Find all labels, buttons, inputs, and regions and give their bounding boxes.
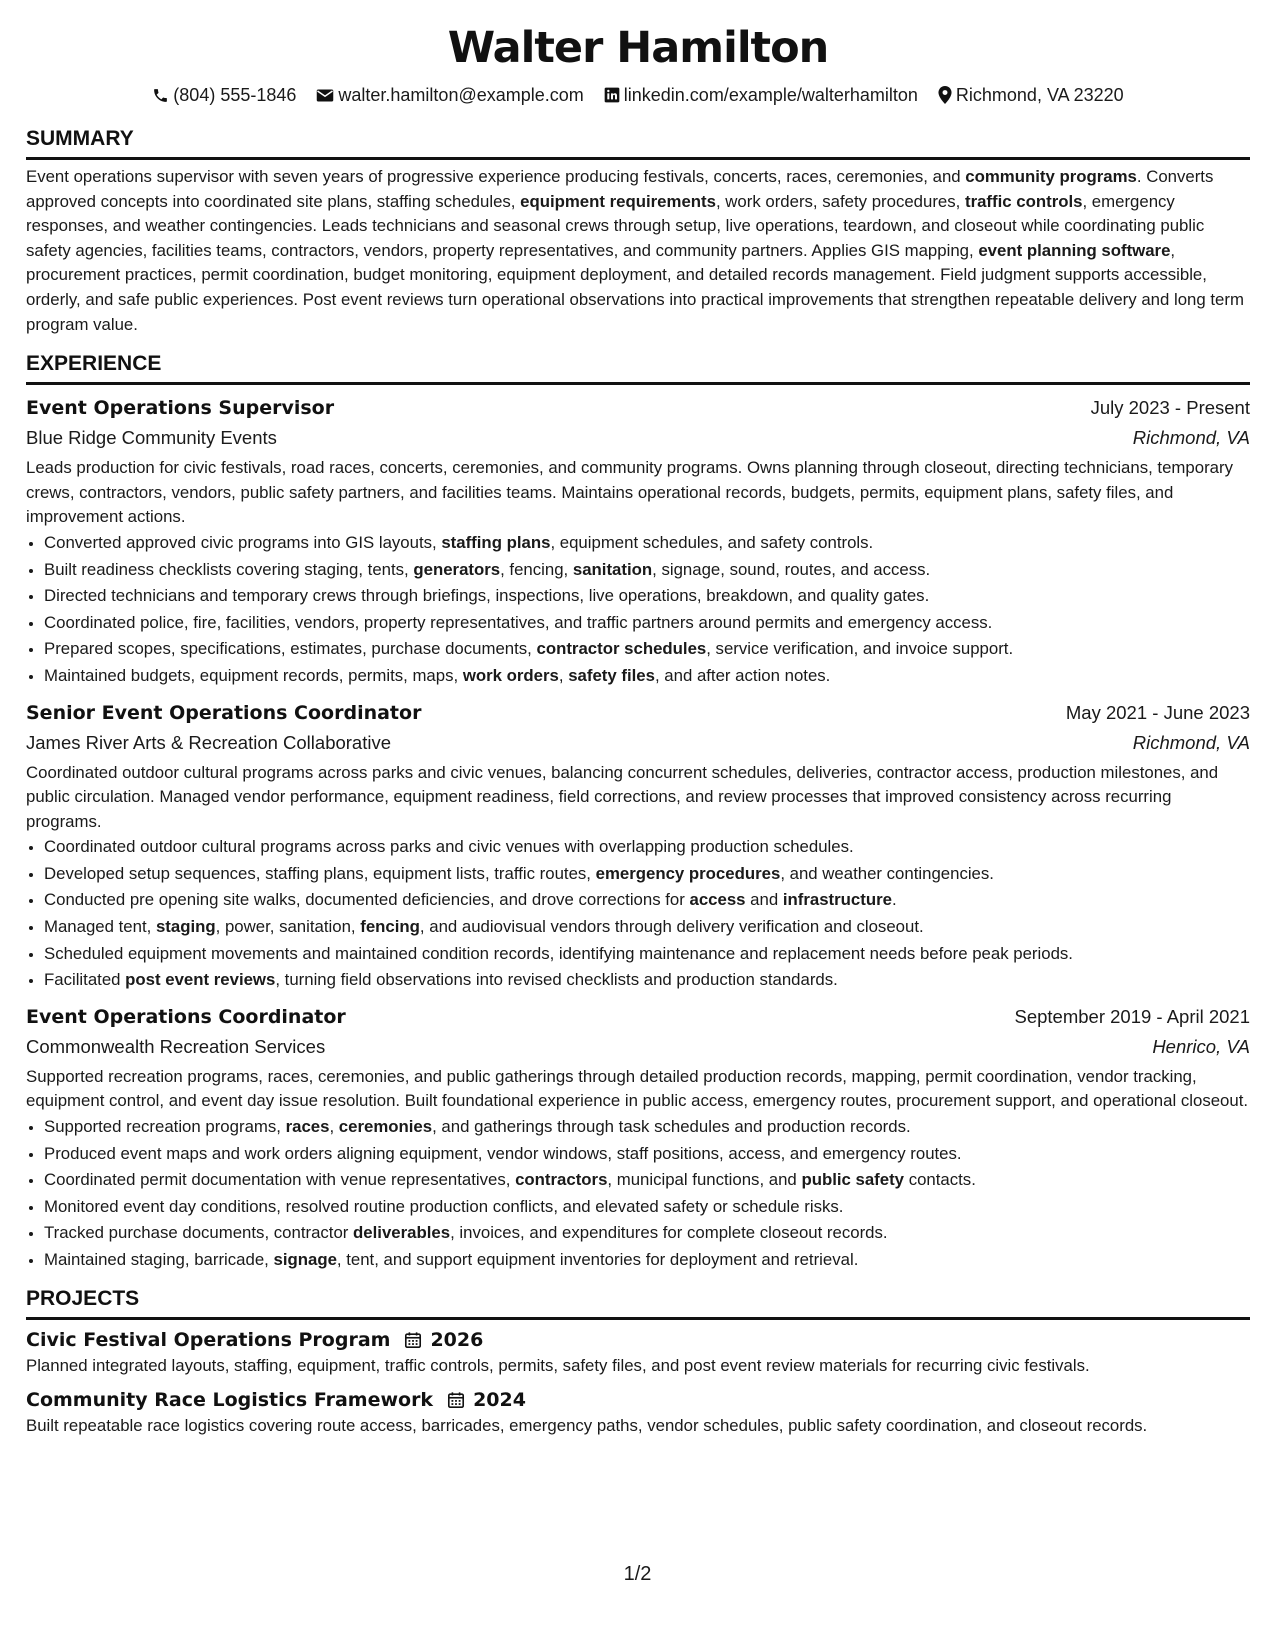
job-bullet: • Facilitated post event reviews, turning field observations into revised checklists and production standards. <box>44 967 1250 994</box>
calendar-icon <box>404 1331 422 1349</box>
job-header-row <box>26 698 1250 728</box>
job-list <box>26 393 1250 1273</box>
page-number: 1/2 <box>623 1563 652 1585</box>
job-bullet: • Maintained staging, barricade, signage, tent, and support equipment inventories for deployment and retrieval. <box>44 1247 1250 1274</box>
project-description: Built repeatable race logistics covering route access, barricades, emergency paths, vendor schedules, public safety coordination, and closeout records. <box>26 1416 1148 1436</box>
job-title: Event Operations Coordinator <box>26 1005 346 1028</box>
job-header-row <box>26 1002 1250 1032</box>
linkedin-text: linkedin.com/example/walterhamilton <box>623 84 918 105</box>
project-year: 2024 <box>473 1389 526 1412</box>
job-bullet: • Coordinated police, fire, facilities, vendors, property representatives, and traffic partners around permits and emergency access. <box>44 610 1250 637</box>
job-header-row <box>26 393 1250 423</box>
job-bullet: • Directed technicians and temporary crews through briefings, inspections, live operations, breakdown, and quality gates. <box>44 583 1250 610</box>
job-company: Blue Ridge Community Events <box>26 427 277 449</box>
experience-section <box>26 351 1250 1273</box>
job-entry <box>26 1002 1250 1274</box>
job-bullet: • Prepared scopes, specifications, estimates, purchase documents, contractor schedules, service verification, and invoice support. <box>44 636 1250 663</box>
job-dates: July 2023 - Present <box>1090 397 1250 419</box>
job-bullet: • Maintained budgets, equipment records, permits, maps, work orders, safety files, and after action notes. <box>44 663 1250 690</box>
job-bullet: • Supported recreation programs, races, ceremonies, and gatherings through task schedules and production records. <box>44 1114 1250 1141</box>
project-header <box>26 1386 1250 1414</box>
job-bullet-list <box>26 530 1250 690</box>
job-entry <box>26 698 1250 994</box>
experience-heading: EXPERIENCE <box>26 351 1250 385</box>
job-bullet-list <box>26 1114 1250 1274</box>
job-description: Coordinated outdoor cultural programs across parks and civic venues, balancing concurrent schedules, deliveries, contractor access, production milestones, and public circulation. Managed vendor performance, equipment readiness, field corrections, and review processes that improved consistency across recurring programs. <box>26 762 1219 831</box>
job-bullet: • Scheduled equipment movements and maintained condition records, identifying maintenance and replacement needs before peak periods. <box>44 941 1250 968</box>
job-location: Richmond, VA <box>1132 427 1250 449</box>
contact-email[interactable] <box>316 85 583 106</box>
job-bullet: • Developed setup sequences, staffing plans, equipment lists, traffic routes, emergency procedures, and weather contingencies. <box>44 861 1250 888</box>
job-bullet: • Tracked purchase documents, contractor deliverables, invoices, and expenditures for complete closeout records. <box>44 1220 1250 1247</box>
map-pin-icon <box>938 86 952 104</box>
job-dates: September 2019 - April 2021 <box>1014 1005 1250 1027</box>
email-text: walter.hamilton@example.com <box>338 84 584 105</box>
contact-bar <box>26 82 1250 108</box>
job-entry <box>26 393 1250 689</box>
candidate-name: Walter Hamilton <box>447 23 829 73</box>
calendar-icon <box>447 1391 465 1409</box>
envelope-icon <box>316 88 334 103</box>
job-bullet: • Coordinated outdoor cultural programs across parks and civic venues with overlapping production schedules. <box>44 834 1250 861</box>
job-company-row <box>26 728 1250 758</box>
contact-phone[interactable] <box>152 85 296 106</box>
job-title: Event Operations Supervisor <box>26 397 335 420</box>
project-description: Planned integrated layouts, staffing, equipment, traffic controls, permits, safety files, and post event review materials for recurring civic festivals. <box>26 1355 1090 1375</box>
job-description: Leads production for civic festivals, road races, concerts, ceremonies, and community programs. Owns planning through closeout, directing technicians, temporary crews, contractors, vendors, public safety partners, and facilities teams. Maintains operational records, budgets, permits, equipment plans, safety files, and improvement actions. <box>26 458 1233 527</box>
job-company-row <box>26 1032 1250 1062</box>
project-list <box>26 1326 1250 1439</box>
job-description: Supported recreation programs, races, ceremonies, and public gatherings through detailed production records, mapping, permit coordination, vendor tracking, equipment control, and event day issue resolution. Built foundational experience in public access, emergency routes, procurement support, and operational closeout. <box>26 1066 1249 1111</box>
contact-location <box>938 85 1124 106</box>
location-text: Richmond, VA 23220 <box>955 84 1124 105</box>
summary-text: Event operations supervisor with seven years of progressive experience producing festivals, concerts, races, ceremonies, and community programs. Converts approved concepts into coordinated site plans, staffing schedules, equipment requirements, work orders, safety procedures, traffic controls, emergency responses, and weather contingencies. Leads technicians and seasonal crews through setup, live operations, teardown, and closeout while coordinating public safety agencies, facilities teams, contractors, vendors, property representatives, and community partners. Applies GIS mapping, event planning software, procurement practices, permit coordination, budget monitoring, equipment deployment, and detailed records management. Field judgment supports accessible, orderly, and safe public experiences. Post event reviews turn operational observations into practical improvements that strengthen repeatable delivery and long term program value. <box>26 167 1244 334</box>
job-bullet: • Managed tent, staging, power, sanitation, fencing, and audiovisual vendors through delivery verification and closeout. <box>44 914 1250 941</box>
job-company-row <box>26 423 1250 453</box>
job-bullet: • Coordinated permit documentation with venue representatives, contractors, municipal functions, and public safety contacts. <box>44 1167 1250 1194</box>
job-bullet-list <box>26 834 1250 994</box>
job-location: Richmond, VA <box>1132 731 1250 753</box>
project-entry <box>26 1386 1250 1439</box>
summary-section <box>26 126 1250 337</box>
job-location: Henrico, VA <box>1152 1035 1250 1057</box>
projects-heading: PROJECTS <box>26 1286 1250 1320</box>
project-year: 2026 <box>430 1328 484 1351</box>
project-title: Community Race Logistics Framework <box>26 1389 434 1412</box>
job-title: Senior Event Operations Coordinator <box>26 701 422 724</box>
phone-text: (804) 555-1846 <box>173 84 297 105</box>
job-company: Commonwealth Recreation Services <box>26 1035 326 1057</box>
project-entry <box>26 1326 1250 1379</box>
job-company: James River Arts & Recreation Collaborative <box>26 731 392 753</box>
job-bullet: • Produced event maps and work orders aligning equipment, vendor windows, staff positions, access, and emergency routes. <box>44 1141 1250 1168</box>
project-header <box>26 1326 1250 1354</box>
contact-linkedin[interactable] <box>604 85 918 106</box>
projects-section <box>26 1286 1250 1439</box>
summary-heading: SUMMARY <box>26 126 1250 160</box>
job-bullet: • Converted approved civic programs into GIS layouts, staffing plans, equipment schedules, and safety controls. <box>44 530 1250 557</box>
job-bullet: • Built readiness checklists covering staging, tents, generators, fencing, sanitation, signage, sound, routes, and access. <box>44 557 1250 584</box>
linkedin-icon <box>604 87 620 103</box>
project-title: Civic Festival Operations Program <box>26 1328 391 1351</box>
resume-page <box>26 0 1250 1439</box>
job-dates: May 2021 - June 2023 <box>1065 701 1250 723</box>
job-bullet: • Conducted pre opening site walks, documented deficiencies, and drove corrections for access and infrastructure. <box>44 887 1250 914</box>
job-bullet: • Monitored event day conditions, resolved routine production conflicts, and elevated safety or schedule risks. <box>44 1194 1250 1221</box>
phone-icon <box>152 87 169 104</box>
